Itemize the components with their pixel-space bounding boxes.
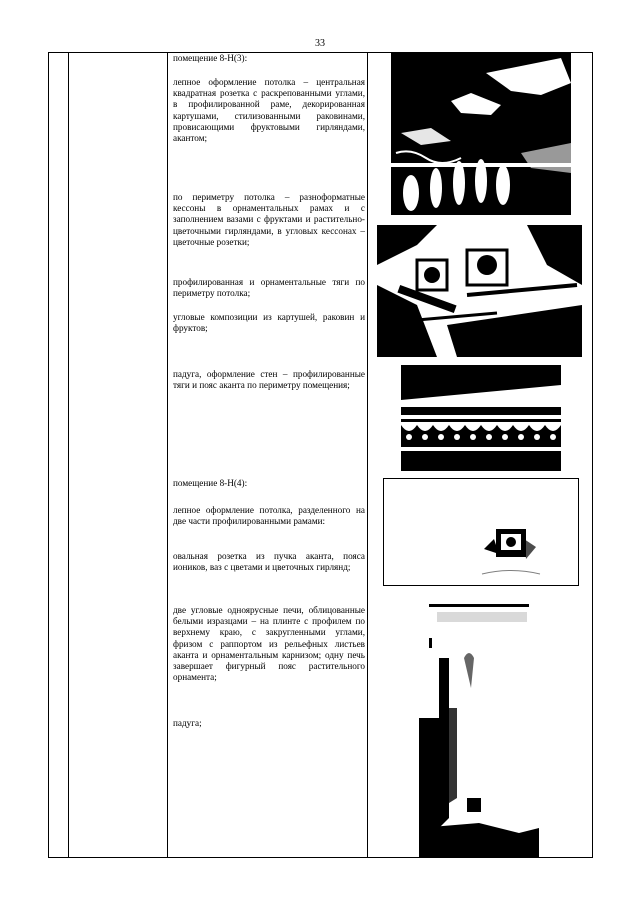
padouga-walls-description: падуга, оформление стен – профилированные тяги и пояс аканта по периметру помещения; bbox=[173, 369, 365, 391]
oval-rosette-description: овальная розетка из пучка аканта, пояса иоников, ваз с цветами и цветочных гирлянд; bbox=[173, 551, 365, 573]
column-divider bbox=[367, 53, 368, 857]
photo-ceiling-rosette bbox=[391, 53, 571, 215]
page-number: 33 bbox=[315, 38, 325, 49]
column-divider bbox=[68, 53, 69, 857]
photo-acanthus-frieze bbox=[401, 365, 561, 471]
photo-corner-stove bbox=[419, 598, 539, 858]
coffers-description: по периметру потолка – разноформатные кессоны в орнаментальных рамах и с заполнением вазами с фруктами и растительно-цветочными гирляндами, в угловых кессонах – цветочные розетки; bbox=[173, 192, 365, 247]
ceiling-moldings-description: профилированная и орнаментальные тяги по периметру потолка; bbox=[173, 277, 365, 299]
room-heading-8n3: помещение 8-Н(3): bbox=[173, 53, 248, 63]
padouga-description: падуга; bbox=[173, 718, 202, 728]
ceiling-division-description: лепное оформление потолка, разделенного на две части профилированными рамами: bbox=[173, 505, 365, 527]
room-heading-8n4: помещение 8-Н(4): bbox=[173, 478, 248, 488]
photo-oval-rosette bbox=[383, 478, 579, 586]
monument-table bbox=[48, 52, 593, 858]
ceiling-rosette-description: лепное оформление потолка – центральная квадратная розетка с раскрепованными углами, в профилированной раме, декорированная картушами, стилизованными раковинами, провисающими фруктовыми гирляндами, акантом; bbox=[173, 77, 365, 144]
corner-compositions-description: угловые композиции из картушей, раковин и фруктов; bbox=[173, 312, 365, 334]
photo-coffers bbox=[377, 225, 582, 357]
stoves-description: две угловые одноярусные печи, облицованные белыми изразцами – на плинте с профилем по верхнему краю, с закругленными углами, фризом с раппортом из рельефных листьев аканта и орнаментальным карнизом; одну печь завершает фигурный пояс растительного орнамента; bbox=[173, 605, 365, 683]
column-divider bbox=[167, 53, 168, 857]
